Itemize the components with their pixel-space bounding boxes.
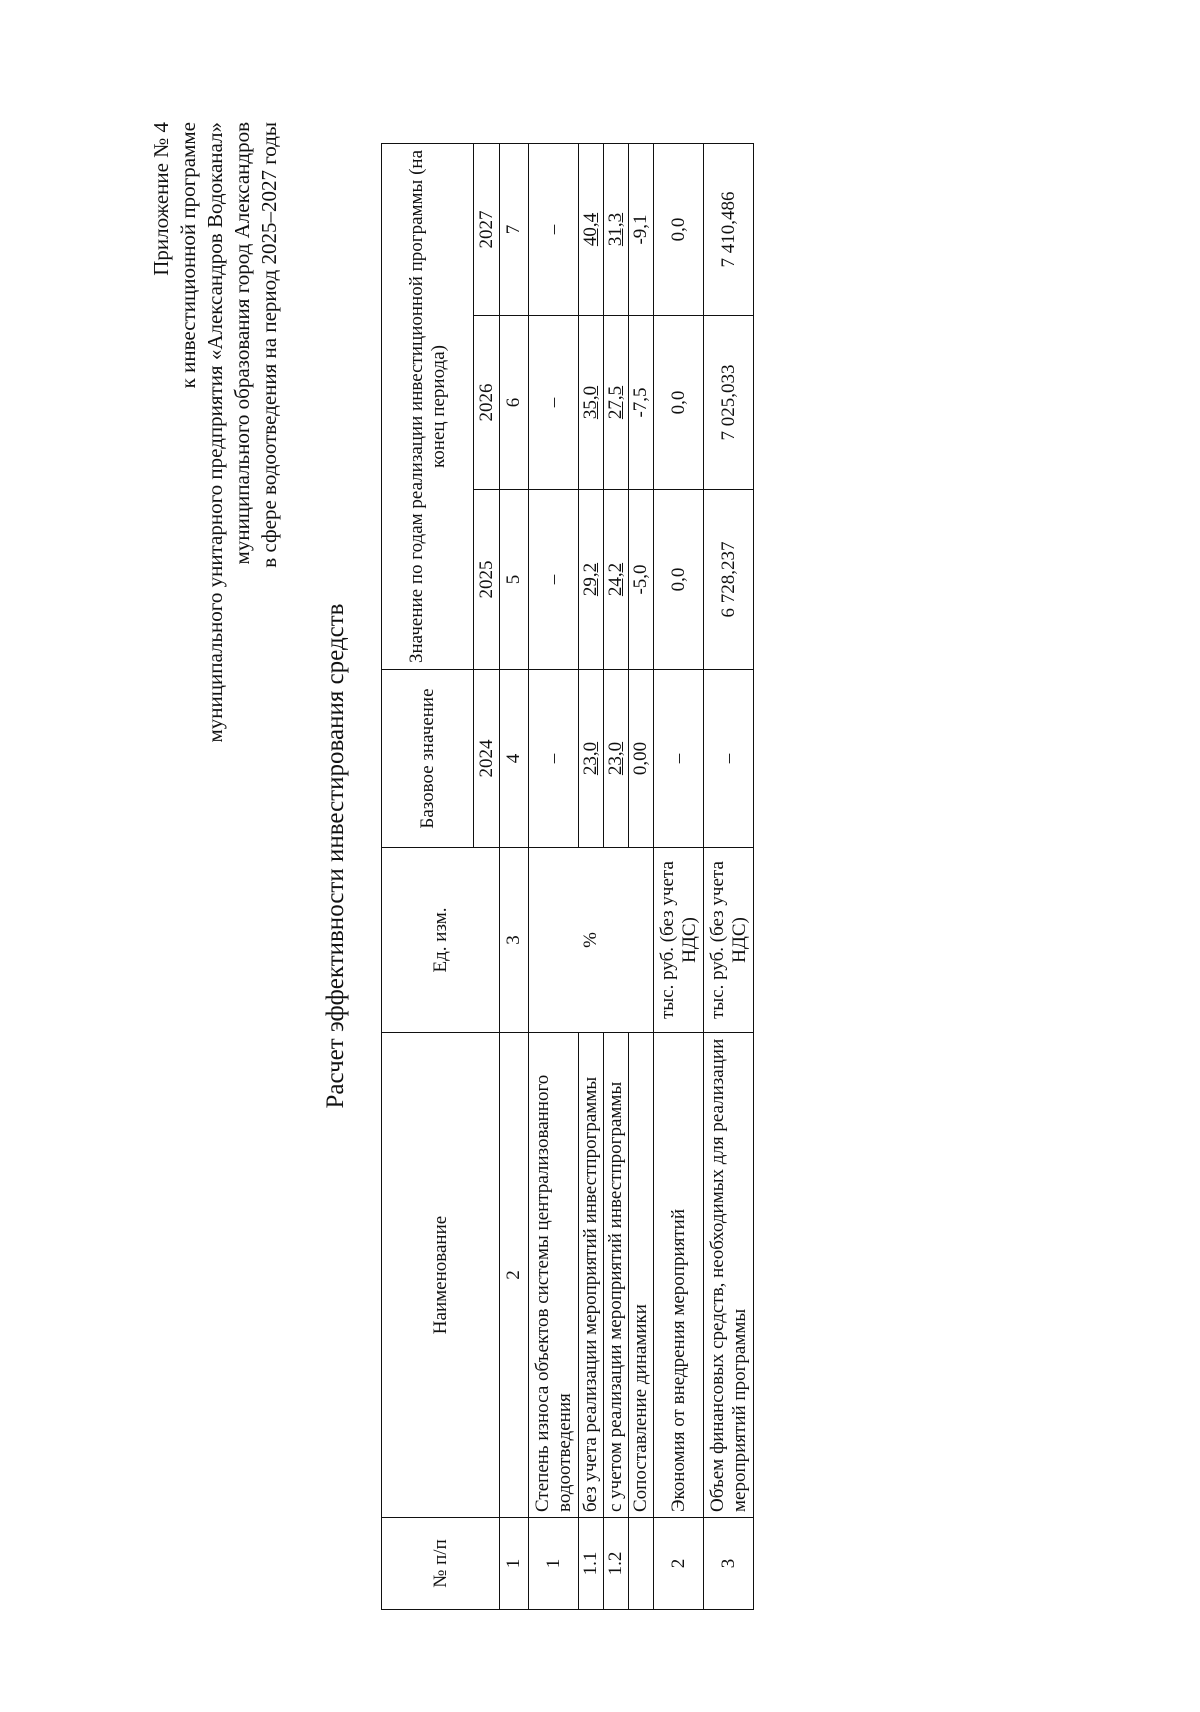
row-num: 1 bbox=[529, 1518, 579, 1610]
document-title: Расчет эффективности инвестирования средств bbox=[322, 603, 349, 1109]
row-base: 23,0 bbox=[579, 670, 604, 848]
row-name: Степень износа объектов системы централизованного водоотведения bbox=[529, 1033, 579, 1518]
row-num: 3 bbox=[704, 1518, 754, 1610]
row-num: 1.1 bbox=[579, 1518, 604, 1610]
column-number: 7 bbox=[500, 144, 529, 316]
table-row bbox=[704, 144, 754, 1610]
row-2027: – bbox=[529, 144, 579, 316]
row-2025: -5,0 bbox=[629, 490, 654, 670]
column-number: 6 bbox=[500, 316, 529, 490]
column-number-row bbox=[500, 144, 529, 1610]
header-name: Наименование bbox=[382, 1033, 500, 1518]
row-base: – bbox=[529, 670, 579, 848]
appendix-line-4: муниципального образования город Александров bbox=[230, 122, 254, 565]
row-2025: 6 728,237 bbox=[704, 490, 754, 670]
row-2027: 7 410,486 bbox=[704, 144, 754, 316]
efficiency-table bbox=[381, 143, 754, 1610]
appendix-line-5: в сфере водоотведения на период 2025–2027 годы bbox=[257, 122, 281, 568]
row-2025: 24,2 bbox=[604, 490, 629, 670]
row-base: 0,00 bbox=[629, 670, 654, 848]
row-unit: тыс. руб. (без учета НДС) bbox=[654, 848, 704, 1033]
header-num: № п/п bbox=[382, 1518, 500, 1610]
row-2026: 35,0 bbox=[579, 316, 604, 490]
header-base: Базовое значение bbox=[382, 670, 474, 848]
appendix-line-2: к инвестиционной программе bbox=[176, 122, 200, 389]
row-base: – bbox=[654, 670, 704, 848]
table-header-row bbox=[382, 144, 474, 1610]
row-2027: 40,4 bbox=[579, 144, 604, 316]
row-2027: 31,3 bbox=[604, 144, 629, 316]
row-unit: тыс. руб. (без учета НДС) bbox=[704, 848, 754, 1033]
row-2026: 7 025,033 bbox=[704, 316, 754, 490]
row-name: Сопоставление динамики bbox=[629, 1033, 654, 1518]
header-year-2026: 2026 bbox=[474, 316, 500, 490]
row-2026: 0,0 bbox=[654, 316, 704, 490]
row-name: Объем финансовых средств, необходимых для реализации мероприятий программы bbox=[704, 1033, 754, 1518]
row-name: Экономия от внедрения мероприятий bbox=[654, 1033, 704, 1518]
appendix-header bbox=[148, 122, 283, 743]
row-name: с учетом реализации мероприятий инвестпрограммы bbox=[604, 1033, 629, 1518]
row-num: 1.2 bbox=[604, 1518, 629, 1610]
row-2027: 0,0 bbox=[654, 144, 704, 316]
header-year-2025: 2025 bbox=[474, 490, 500, 670]
row-2027: -9,1 bbox=[629, 144, 654, 316]
table-row bbox=[529, 144, 579, 1610]
row-base: – bbox=[704, 670, 754, 848]
row-num bbox=[629, 1518, 654, 1610]
column-number: 5 bbox=[500, 490, 529, 670]
column-number: 1 bbox=[500, 1518, 529, 1610]
row-2025: 0,0 bbox=[654, 490, 704, 670]
column-number: 3 bbox=[500, 848, 529, 1033]
column-number: 2 bbox=[500, 1033, 529, 1518]
header-year-2027: 2027 bbox=[474, 144, 500, 316]
appendix-line-3: муниципального унитарного предприятия «Александров Водоканал» bbox=[203, 122, 227, 743]
row-2026: 27,5 bbox=[604, 316, 629, 490]
header-unit: Ед. изм. bbox=[382, 848, 500, 1033]
row-name: без учета реализации мероприятий инвестпрограммы bbox=[579, 1033, 604, 1518]
appendix-number: Приложение № 4 bbox=[149, 122, 173, 276]
row-num: 2 bbox=[654, 1518, 704, 1610]
row-2026: – bbox=[529, 316, 579, 490]
row-unit: % bbox=[529, 848, 654, 1033]
header-year-2024: 2024 bbox=[474, 670, 500, 848]
header-years-group: Значение по годам реализации инвестиционной программы (на конец периода) bbox=[382, 144, 474, 670]
table-row bbox=[654, 144, 704, 1610]
column-number: 4 bbox=[500, 670, 529, 848]
row-base: 23,0 bbox=[604, 670, 629, 848]
row-2026: -7,5 bbox=[629, 316, 654, 490]
row-2025: – bbox=[529, 490, 579, 670]
row-2025: 29,2 bbox=[579, 490, 604, 670]
